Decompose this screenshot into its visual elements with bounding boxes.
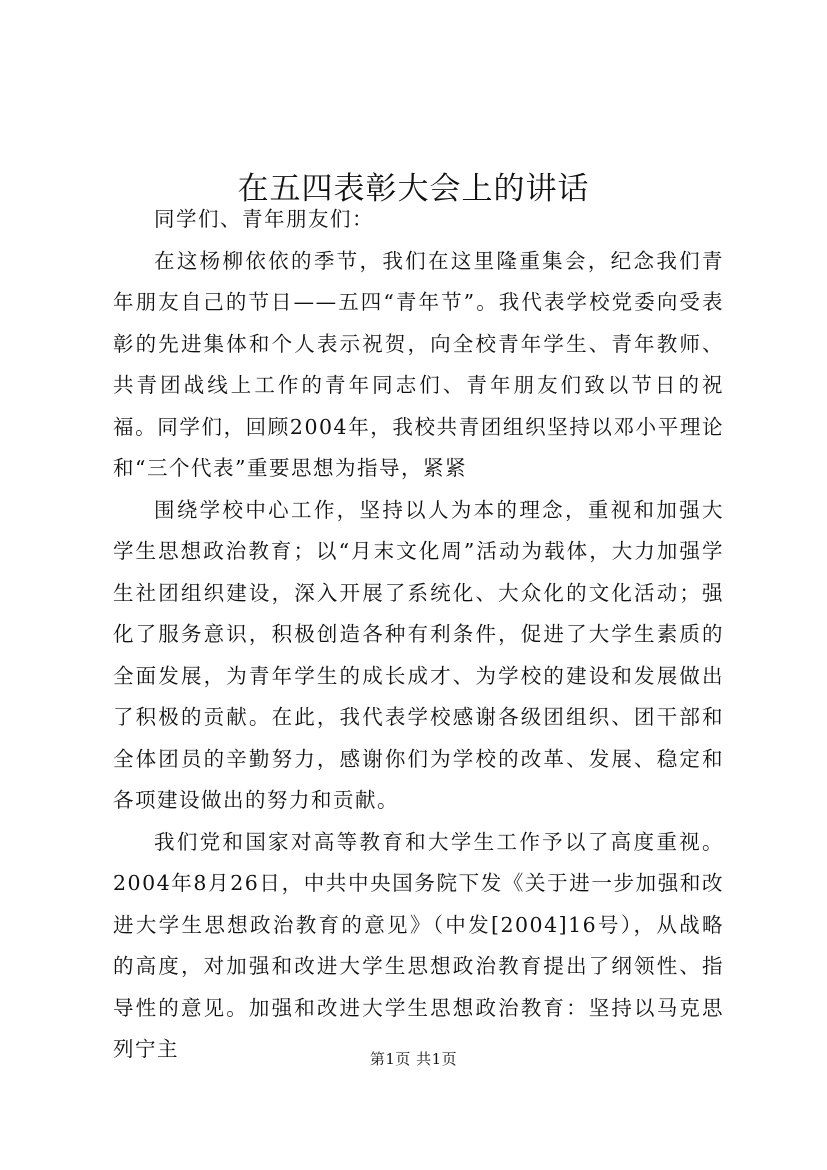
document-title: 在五四表彰大会上的讲话 [237, 170, 590, 207]
page-footer: 第1页 共1页 [369, 1050, 458, 1068]
paragraph-2: 围绕学校中心工作，坚持以人为本的理念，重视和加强大学生思想政治教育；以“月末文化周”活动为载体，大力加强学生社团组织建设，深入开展了系统化、大众化的文化活动；强化了服务意识，积极创造各种有利条件，促进了大学生素质的全面发展，为青年学生的成长成才、为学校的建设和发展做出了积极的贡献。在此，我代表学校感谢各级团组织、团干部和全体团员的辛勤努力，感谢你们为学校的改革、发展、稳定和各项建设做出的努力和贡献。 [113, 497, 724, 812]
document-body [113, 199, 724, 1071]
paragraph-3: 我们党和国家对高等教育和大学生工作予以了高度重视。2004年8月26日，中共中央国务院下发《关于进一步加强和改进大学生思想政治教育的意见》（中发[2004]16号），从战略的高度，对加强和改进大学生思想政治教育提出了纲领性、指导性的意见。加强和改进大学生思想政治教育：坚持以马克思列宁主 [113, 829, 724, 1061]
paragraph-1: 在这杨柳依依的季节，我们在这里隆重集会，纪念我们青年朋友自己的节日——五四“青年节”。我代表学校党委向受表彰的先进集体和个人表示祝贺，向全校青年学生、青年教师、共青团战线上工作的青年同志们、青年朋友们致以节日的祝福。同学们，回顾2004年，我校共青团组织坚持以邓小平理论和“三个代表”重要思想为指导，紧紧 [113, 248, 724, 480]
salutation: 同学们、青年朋友们： [154, 207, 374, 231]
